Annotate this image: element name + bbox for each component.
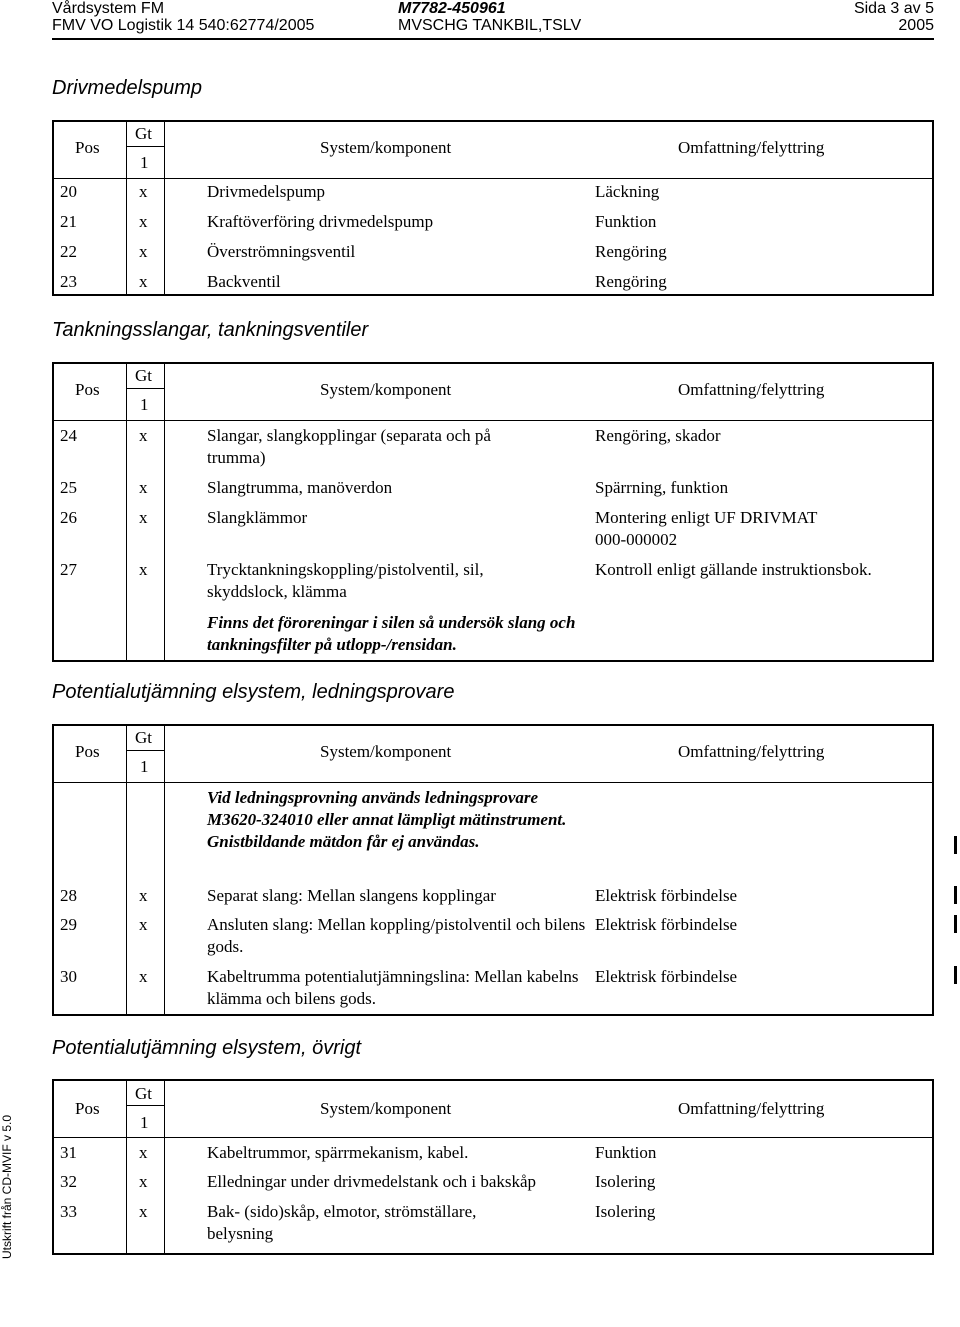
row-component: Kabeltrummor, spärrmekanism, kabel. [207, 1143, 469, 1162]
row-pos: 30 [60, 967, 77, 986]
change-bar [954, 886, 957, 904]
row-mark: x [139, 212, 148, 231]
col-header-gt: Gt [135, 1084, 152, 1103]
row-scope: Rengöring, skador [595, 426, 721, 445]
row-mark: x [139, 967, 148, 986]
inspection-table [52, 120, 934, 296]
column-divider [164, 364, 165, 660]
row-pos: 23 [60, 272, 77, 291]
gt-divider [126, 750, 164, 751]
row-pos: 33 [60, 1202, 77, 1221]
header-rule [52, 38, 934, 40]
col-header-gt-sub: 1 [140, 1113, 149, 1132]
row-scope: Funktion [595, 212, 657, 231]
row-pos: 20 [60, 182, 77, 201]
change-bar [954, 915, 957, 933]
row-mark: x [139, 560, 148, 579]
row-component: Kraftöverföring drivmedelspump [207, 212, 434, 231]
row-pos: 32 [60, 1172, 77, 1191]
row-note: Finns det föroreningar i silen så undersök slang och tankningsfilter på utlopp-/rensidan. [207, 613, 576, 654]
row-scope: Rengöring [595, 242, 667, 261]
col-header-system: System/komponent [320, 138, 452, 157]
row-scope: Isolering [595, 1172, 656, 1191]
row-scope: Funktion [595, 1143, 657, 1162]
col-header-system: System/komponent [320, 742, 452, 761]
column-divider [164, 122, 165, 294]
row-component: Backventil [207, 272, 281, 291]
row-scope: Rengöring [595, 272, 667, 291]
row-mark: x [139, 182, 148, 201]
page-number: Sida 3 av 5 [853, 0, 934, 17]
row-component: Trycktankningskoppling/pistolventil, sil, skyddslock, klämma [207, 560, 484, 601]
row-component: Bak- (sido)skåp, elmotor, strömställare, belysning [207, 1202, 477, 1243]
column-divider [126, 1081, 127, 1253]
col-header-gt: Gt [135, 124, 152, 143]
row-pos: 25 [60, 478, 77, 497]
col-header-scope: Omfattning/felyttring [678, 138, 825, 157]
gt-divider [126, 1105, 164, 1106]
column-divider [126, 726, 127, 1014]
change-bar [954, 966, 957, 984]
row-component: Separat slang: Mellan slangens kopplingar [207, 886, 496, 905]
row-mark: x [139, 242, 148, 261]
col-header-system: System/komponent [320, 1099, 452, 1118]
row-scope: Spärrning, funktion [595, 478, 729, 497]
header-divider [54, 782, 932, 783]
row-pos: 28 [60, 886, 77, 905]
row-scope: Isolering [595, 1202, 656, 1221]
row-scope: Montering enligt UF DRIVMAT 000-000002 [595, 508, 818, 549]
col-header-pos: Pos [75, 1099, 100, 1118]
document-year: 2005 [898, 17, 934, 34]
row-pos: 26 [60, 508, 77, 527]
row-mark: x [139, 1143, 148, 1162]
org-reference: FMV VO Logistik 14 540:62774/2005 [52, 17, 315, 34]
col-header-gt-sub: 1 [140, 153, 149, 172]
header-divider [54, 420, 932, 421]
row-mark: x [139, 272, 148, 291]
header-divider [54, 178, 932, 179]
row-mark: x [139, 478, 148, 497]
document-id: M7782-450961 [398, 0, 506, 17]
row-mark: x [139, 1202, 148, 1221]
row-component: Slangklämmor [207, 508, 308, 527]
inspection-table [52, 362, 934, 662]
row-component: Elledningar under drivmedelstank och i bakskåp [207, 1172, 537, 1191]
row-pos: 31 [60, 1143, 77, 1162]
print-source-label: Utskrift från CD-MVIF v 5.0 [0, 1114, 14, 1260]
row-component: Kabeltrumma potentialutjämningslina: Mellan kabelns klämma och bilens gods. [207, 967, 579, 1008]
col-header-gt-sub: 1 [140, 757, 149, 776]
section-note: Vid ledningsprovning används ledningsprovare M3620-324010 eller annat lämpligt mätinstrument. Gnistbildande mätdon får ej användas. [207, 788, 567, 851]
row-mark: x [139, 1172, 148, 1191]
column-divider [164, 726, 165, 1014]
col-header-gt: Gt [135, 366, 152, 385]
col-header-pos: Pos [75, 742, 100, 761]
row-pos: 29 [60, 915, 77, 934]
col-header-scope: Omfattning/felyttring [678, 380, 825, 399]
col-header-gt-sub: 1 [140, 395, 149, 414]
col-header-gt: Gt [135, 728, 152, 747]
row-scope: Elektrisk förbindelse [595, 886, 738, 905]
section-title: Potentialutjämning elsystem, övrigt [52, 1037, 362, 1059]
row-mark: x [139, 508, 148, 527]
inspection-table [52, 724, 934, 1016]
row-component: Ansluten slang: Mellan koppling/pistolventil och bilens gods. [207, 915, 586, 956]
col-header-scope: Omfattning/felyttring [678, 1099, 825, 1118]
row-scope: Kontroll enligt gällande instruktionsbok. [595, 560, 872, 579]
app-name: Vårdsystem FM [52, 0, 165, 17]
col-header-pos: Pos [75, 138, 100, 157]
inspection-table [52, 1079, 934, 1255]
row-mark: x [139, 886, 148, 905]
row-mark: x [139, 915, 148, 934]
row-component: Slangtrumma, manöverdon [207, 478, 393, 497]
section-title: Potentialutjämning elsystem, ledningsprovare [52, 681, 455, 703]
col-header-pos: Pos [75, 380, 100, 399]
row-scope: Elektrisk förbindelse [595, 967, 738, 986]
gt-divider [126, 388, 164, 389]
row-mark: x [139, 426, 148, 445]
gt-divider [126, 146, 164, 147]
row-component: Slangar, slangkopplingar (separata och på trumma) [207, 426, 491, 467]
col-header-scope: Omfattning/felyttring [678, 742, 825, 761]
row-pos: 21 [60, 212, 77, 231]
row-component: Överströmningsventil [207, 242, 356, 261]
row-pos: 27 [60, 560, 77, 579]
col-header-system: System/komponent [320, 380, 452, 399]
change-bar [954, 836, 957, 854]
row-scope: Elektrisk förbindelse [595, 915, 738, 934]
section-title: Drivmedelspump [52, 77, 203, 99]
column-divider [126, 364, 127, 660]
row-pos: 22 [60, 242, 77, 261]
section-title: Tankningsslangar, tankningsventiler [52, 319, 369, 341]
column-divider [126, 122, 127, 294]
row-pos: 24 [60, 426, 77, 445]
column-divider [164, 1081, 165, 1253]
header-divider [54, 1137, 932, 1138]
row-component: Drivmedelspump [207, 182, 326, 201]
row-scope: Läckning [595, 182, 660, 201]
vehicle-reference: MVSCHG TANKBIL,TSLV [398, 17, 582, 34]
